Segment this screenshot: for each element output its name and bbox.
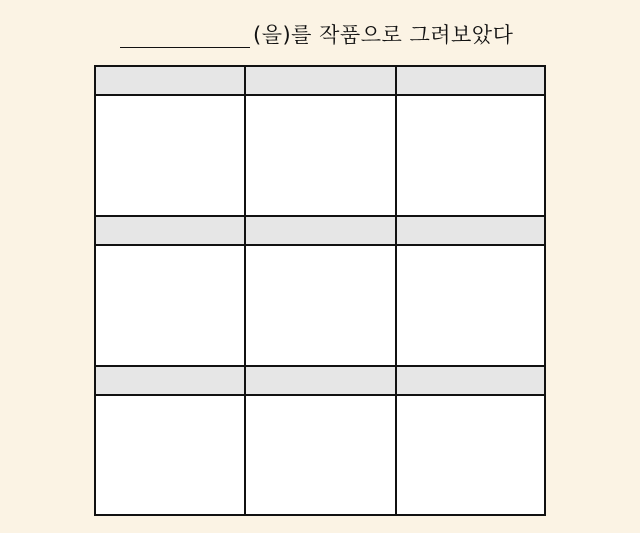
panel-caption-field[interactable] bbox=[96, 67, 244, 96]
panel-drawing-area[interactable] bbox=[246, 246, 395, 365]
panel-8 bbox=[246, 367, 395, 514]
panel-4 bbox=[96, 217, 244, 365]
panel-5 bbox=[246, 217, 395, 365]
panel-caption-field[interactable] bbox=[96, 367, 244, 396]
panel-caption-field[interactable] bbox=[246, 217, 395, 246]
worksheet-title bbox=[120, 18, 540, 48]
panel-drawing-area[interactable] bbox=[397, 96, 544, 215]
panel-1 bbox=[96, 67, 244, 215]
grid-divider-vertical bbox=[395, 67, 397, 514]
panel-drawing-area[interactable] bbox=[397, 396, 544, 514]
panel-3 bbox=[397, 67, 544, 215]
panel-drawing-area[interactable] bbox=[96, 396, 244, 514]
panel-drawing-area[interactable] bbox=[96, 246, 244, 365]
panel-9 bbox=[397, 367, 544, 514]
title-blank-field[interactable] bbox=[120, 22, 250, 48]
panel-caption-field[interactable] bbox=[96, 217, 244, 246]
panel-caption-field[interactable] bbox=[397, 67, 544, 96]
panel-7 bbox=[96, 367, 244, 514]
panel-caption-field[interactable] bbox=[397, 217, 544, 246]
grid-divider-vertical bbox=[244, 67, 246, 514]
storyboard-grid bbox=[94, 65, 546, 516]
panel-drawing-area[interactable] bbox=[246, 396, 395, 514]
panel-drawing-area[interactable] bbox=[397, 246, 544, 365]
title-prompt-text: (을)를 작품으로 그려보았다 bbox=[253, 23, 514, 47]
panel-caption-field[interactable] bbox=[246, 67, 395, 96]
grid-divider-horizontal bbox=[96, 365, 544, 367]
panel-drawing-area[interactable] bbox=[96, 96, 244, 215]
panel-6 bbox=[397, 217, 544, 365]
grid-divider-horizontal bbox=[96, 215, 544, 217]
panel-2 bbox=[246, 67, 395, 215]
panel-drawing-area[interactable] bbox=[246, 96, 395, 215]
panel-caption-field[interactable] bbox=[246, 367, 395, 396]
panel-caption-field[interactable] bbox=[397, 367, 544, 396]
